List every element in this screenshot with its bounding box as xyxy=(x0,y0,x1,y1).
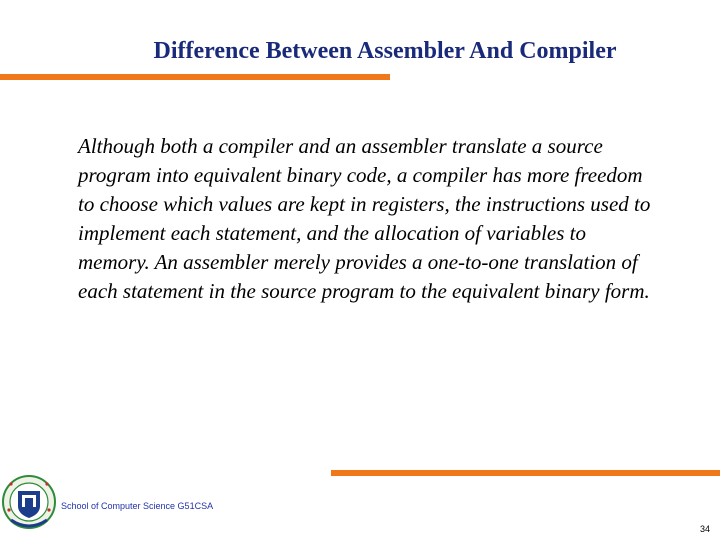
slide-title: Difference Between Assembler And Compiler xyxy=(153,38,617,64)
footer-school-label: School of Computer Science G51CSA xyxy=(61,501,214,511)
slide-body-text: Although both a compiler and an assembler translate a source program into equivalent binary code, a compiler has more freedom to choose which values are kept in registers, the instructions used to implement each statement, and the allocation of variables to memory. An assembler merely provides a one-to-one translation of each statement in the source program to the equivalent binary form. xyxy=(78,134,651,303)
title-underline xyxy=(0,74,390,80)
university-crest-icon xyxy=(1,466,57,540)
footer-rule xyxy=(331,470,720,476)
page-number: 34 xyxy=(699,524,710,534)
